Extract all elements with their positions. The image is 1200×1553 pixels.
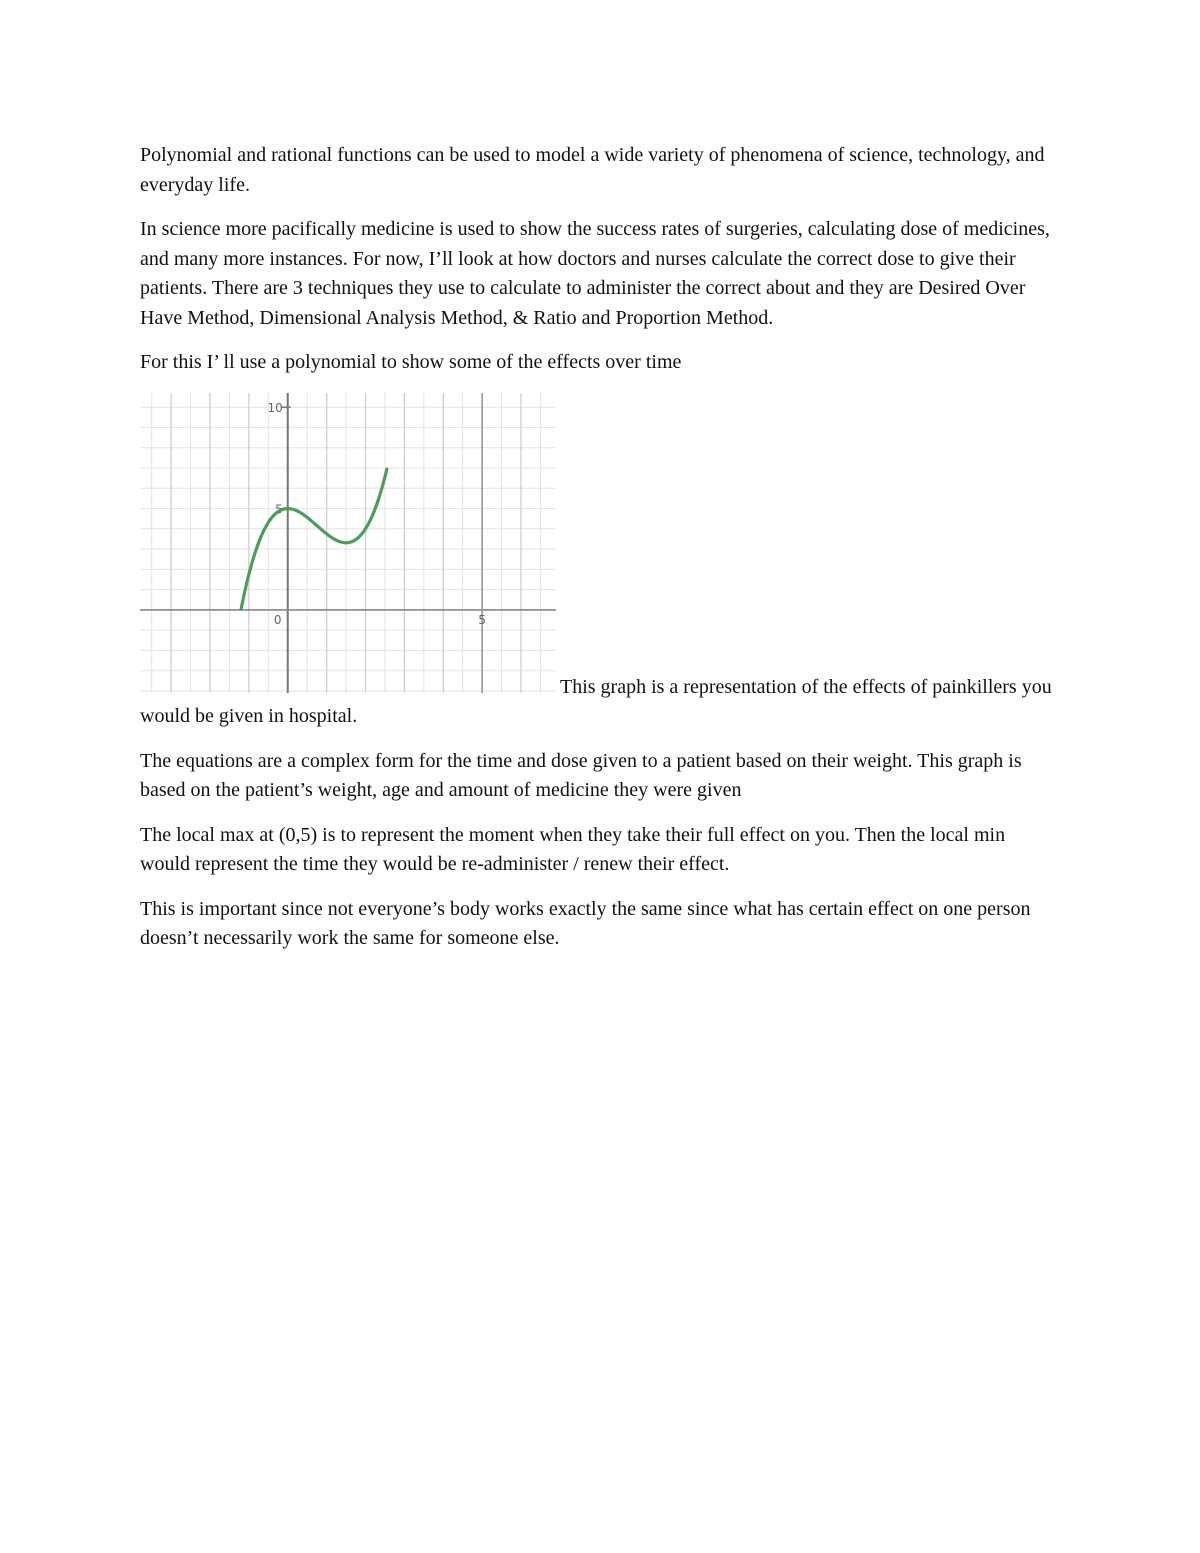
graph-paragraph <box>140 393 1060 732</box>
y-tick-label-5: 5 <box>275 502 283 517</box>
paragraph-local-max: The local max at (0,5) is to represent the moment when they take their full effect on you. Then the local min would represent the time they would be re-administer / renew their effect. <box>140 823 1006 875</box>
polynomial-graph <box>140 393 556 693</box>
polynomial-graph-svg <box>140 393 556 693</box>
paragraph-importance: This is important since not everyone’s body works exactly the same since what has certain effect on one person doesn’t necessarily work the same for someone else. <box>140 897 1031 949</box>
x-tick-label-0: 0 <box>273 612 282 627</box>
paragraph-intro: Polynomial and rational functions can be used to model a wide variety of phenomena of science, technology, and everyday life. <box>140 144 1045 196</box>
paragraph-medicine: In science more pacifically medicine is used to show the success rates of surgeries, calculating dose of medicines, and many more instances. For now, I’ll look at how doctors and nurses calculate the correct dose to give their patients. There are 3 techniques they use to calculate to administer the correct about and they are Desired Over Have Method, Dimensional Analysis Method, & Ratio and Proportion Method. <box>140 218 1050 329</box>
y-tick-label-10: 10 <box>267 400 283 415</box>
graph-caption: This graph is a representation of the effects of painkillers you would be given in hospital. <box>140 675 1052 727</box>
paragraph-polynomial-intro: For this I’ ll use a polynomial to show some of the effects over time <box>140 351 682 373</box>
x-tick-label-5: 5 <box>478 612 486 627</box>
paragraph-equations: The equations are a complex form for the time and dose given to a patient based on their weight. This graph is based on the patient’s weight, age and amount of medicine they were given <box>140 749 1022 801</box>
document-body <box>140 141 1060 969</box>
